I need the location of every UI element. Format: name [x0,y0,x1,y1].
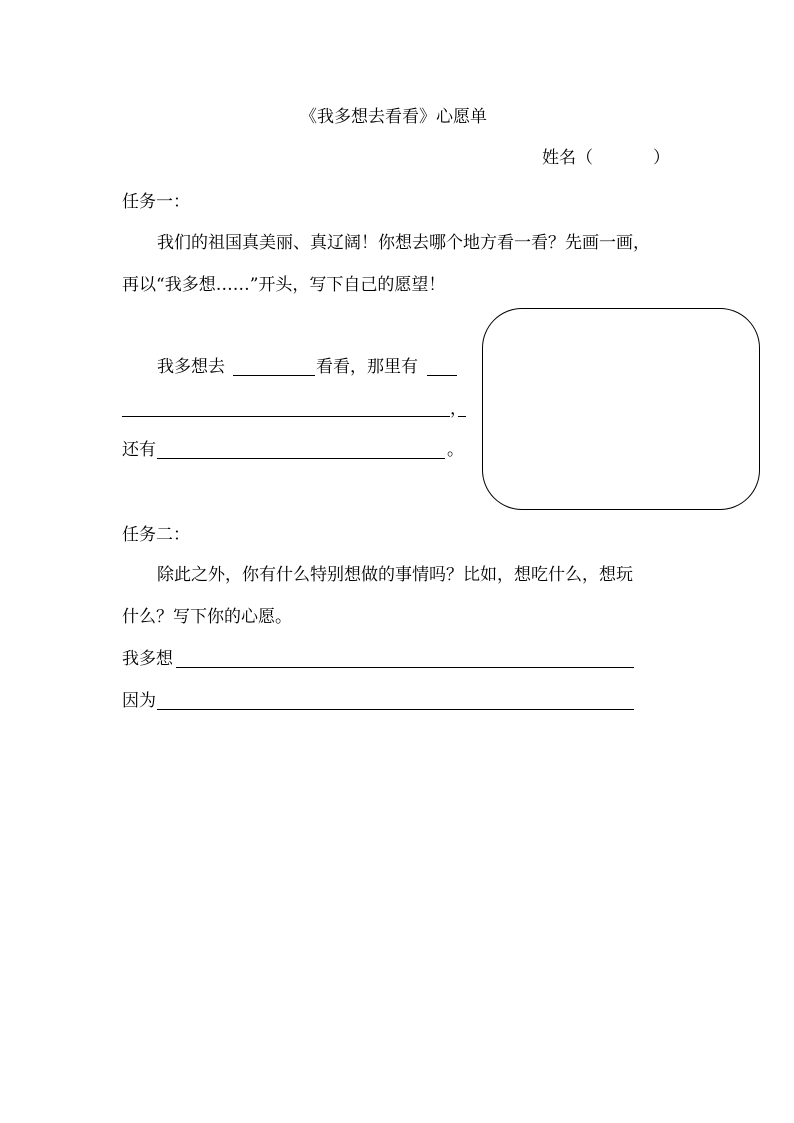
there-has-blank[interactable] [427,375,457,376]
place-blank[interactable] [233,375,315,376]
task1-comma: ， [450,399,467,419]
drawing-box[interactable] [482,308,760,510]
task1-instruction-line2: 再以“我多想……”开头，写下自己的愿望！ [122,275,446,295]
name-field [542,148,670,168]
task1-instruction-line1: 我们的祖国真美丽、真辽阔！你想去哪个地方看一看？先画一画， [157,233,650,253]
task2-instruction-line1: 除此之外，你有什么特别想做的事情吗？比如，想吃什么，想玩 [157,565,633,585]
task1-heading: 任务一： [122,192,190,212]
task1-fill-prefix: 我多想去 [157,357,225,377]
wish-blank[interactable] [176,667,634,668]
wish-label: 我多想 [122,649,173,669]
reason-label: 因为 [122,691,156,711]
there-has-blank-line2[interactable] [122,416,450,417]
task1-period: 。 [447,440,464,460]
comma-trailing-line [458,416,466,417]
task2-heading: 任务二： [122,525,190,545]
task1-also-label: 还有 [122,440,156,460]
page-title: 《我多想去看看》心愿单 [300,107,487,127]
also-has-blank[interactable] [157,458,445,459]
name-label: 姓名（ [542,148,593,168]
reason-blank[interactable] [157,709,634,710]
task2-instruction-line2: 什么？写下你的心愿。 [122,607,292,627]
name-close-paren: ） [653,148,670,168]
task1-fill-middle: 看看，那里有 [316,357,418,377]
